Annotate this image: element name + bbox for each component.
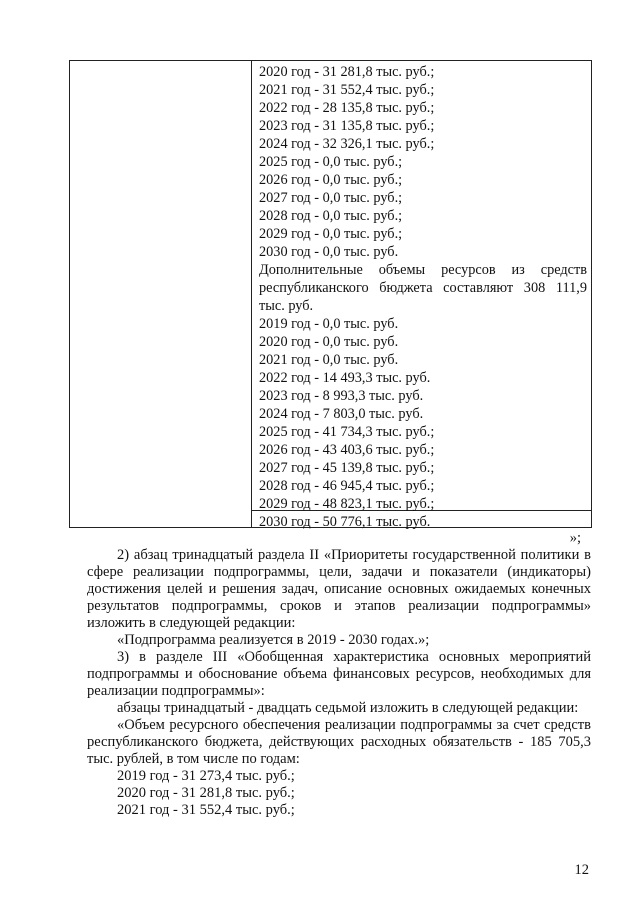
table-closing-quote: »; bbox=[569, 530, 581, 546]
budget-table bbox=[69, 60, 592, 528]
funding-line: 2029 год - 0,0 тыс. руб.; bbox=[259, 226, 403, 242]
additional-line: 2022 год - 14 493,3 тыс. руб. bbox=[259, 370, 431, 386]
funding-line: 2025 год - 0,0 тыс. руб.; bbox=[259, 154, 403, 170]
funding-line: 2023 год - 31 135,8 тыс. руб.; bbox=[259, 118, 435, 134]
additional-line: 2026 год - 43 403,6 тыс. руб.; bbox=[259, 442, 435, 458]
funding-line: 2024 год - 32 326,1 тыс. руб.; bbox=[259, 136, 435, 152]
table-cell-funding bbox=[259, 63, 587, 531]
additional-line: 2019 год - 0,0 тыс. руб. bbox=[259, 316, 399, 332]
additional-line: 2027 год - 45 139,8 тыс. руб.; bbox=[259, 460, 435, 476]
funding-line: 2028 год - 0,0 тыс. руб.; bbox=[259, 208, 403, 224]
year-line: 2020 год - 31 281,8 тыс. руб.; bbox=[117, 785, 295, 801]
table-column-divider bbox=[251, 61, 252, 527]
additional-line: 2028 год - 46 945,4 тыс. руб.; bbox=[259, 478, 435, 494]
additional-line: 2023 год - 8 993,3 тыс. руб. bbox=[259, 388, 424, 404]
document-body bbox=[87, 547, 591, 819]
additional-line: 2025 год - 41 734,3 тыс. руб.; bbox=[259, 424, 435, 440]
funding-line: 2022 год - 28 135,8 тыс. руб.; bbox=[259, 100, 435, 116]
page-number: 12 bbox=[574, 862, 589, 878]
additional-line: 2024 год - 7 803,0 тыс. руб. bbox=[259, 406, 424, 422]
funding-line: 2026 год - 0,0 тыс. руб.; bbox=[259, 172, 403, 188]
paragraph-item-2: 2) абзац тринадцатый раздела II «Приоритеты государственной политики в сфере реализации подпрограммы, цели, задачи и показатели (индикаторы) достижения целей и решения задач, описание основных ожидаемых конечных результатов подпрограммы, сроков и этапов реализации подпрограммы» изложить в следующей редакции: bbox=[87, 547, 591, 631]
year-line: 2019 год - 31 273,4 тыс. руб.; bbox=[117, 768, 295, 784]
additional-line: 2021 год - 0,0 тыс. руб. bbox=[259, 352, 399, 368]
paragraph-paragraphs-instruction: абзацы тринадцатый - двадцать седьмой изложить в следующей редакции: bbox=[117, 700, 579, 716]
paragraph-item-3: 3) в разделе III «Обобщенная характеристика основных мероприятий подпрограммы и обоснование объема финансовых ресурсов, необходимых для реализации подпрограммы»: bbox=[87, 649, 591, 699]
paragraph-resource-volume: «Объем ресурсного обеспечения реализации подпрограммы за счет средств республиканского бюджета, действующих расходных обязательств - 185 705,3 тыс. рублей, в том числе по годам: bbox=[87, 717, 591, 767]
funding-line: 2027 год - 0,0 тыс. руб.; bbox=[259, 190, 403, 206]
paragraph-quote-years: «Подпрограмма реализуется в 2019 - 2030 годах.»; bbox=[117, 632, 430, 648]
funding-line: 2020 год - 31 281,8 тыс. руб.; bbox=[259, 64, 435, 80]
funding-line: 2021 год - 31 552,4 тыс. руб.; bbox=[259, 82, 435, 98]
additional-line: 2029 год - 48 823,1 тыс. руб.; bbox=[259, 496, 435, 512]
additional-resources-text: Дополнительные объемы ресурсов из средств республиканского бюджета составляют 308 111,9 тыс. руб. bbox=[259, 262, 587, 314]
additional-line: 2030 год - 50 776,1 тыс. руб. bbox=[259, 514, 431, 530]
funding-line: 2030 год - 0,0 тыс. руб. bbox=[259, 244, 399, 260]
additional-line: 2020 год - 0,0 тыс. руб. bbox=[259, 334, 399, 350]
year-line: 2021 год - 31 552,4 тыс. руб.; bbox=[117, 802, 295, 818]
